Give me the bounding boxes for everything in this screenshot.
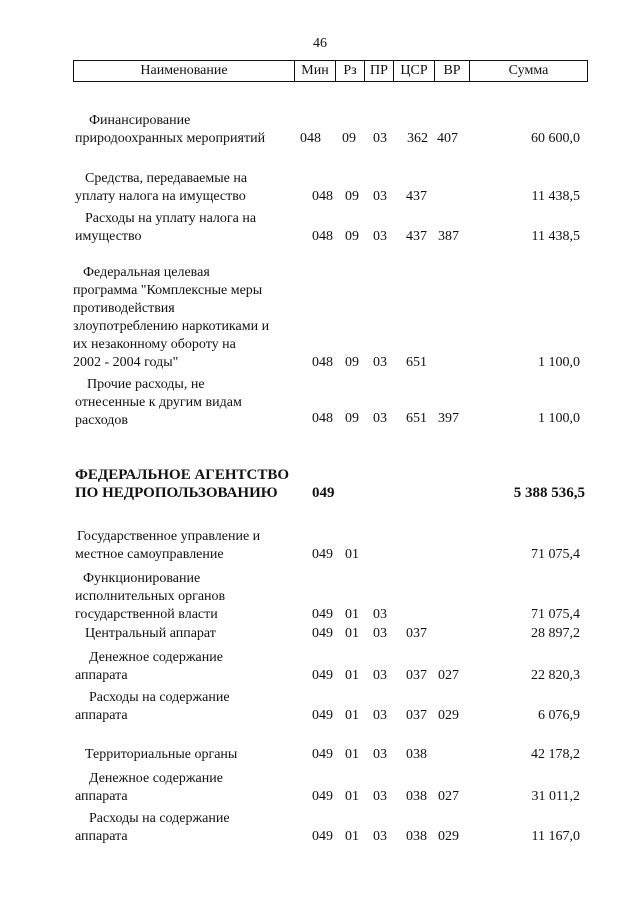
page-number: 46: [313, 36, 327, 51]
row-vr: 027: [438, 668, 459, 683]
row-rz: 09: [342, 131, 356, 146]
row-pr: 03: [373, 668, 387, 683]
row-pr: 03: [373, 829, 387, 844]
row-csr: 037: [406, 708, 427, 723]
row-min: 049: [312, 789, 333, 804]
row-name: Финансирование природоохранных мероприятий: [75, 113, 266, 146]
row-name: Денежное содержание аппарата: [75, 650, 223, 683]
row-min: 049: [312, 668, 333, 683]
row-name: Средства, передаваемые на уплату налога на имущество: [75, 171, 248, 204]
row-csr: 037: [406, 668, 427, 683]
row-rz: 09: [345, 189, 359, 204]
row-min: 048: [312, 189, 333, 204]
row-min: 049: [312, 708, 333, 723]
row-name: Государственное управление и местное самоуправление: [75, 529, 261, 562]
row-min: 048: [312, 229, 333, 244]
row-sum: 11 167,0: [531, 829, 580, 844]
row-pr: 03: [373, 747, 387, 762]
row-min: 048: [312, 355, 333, 370]
header-sum: Сумма: [469, 61, 587, 81]
row-csr: 437: [406, 229, 427, 244]
row-rz: 01: [345, 747, 359, 762]
row-pr: 03: [373, 229, 387, 244]
row-rz: 09: [345, 355, 359, 370]
row-csr: 651: [406, 411, 427, 426]
row-vr: 407: [437, 131, 458, 146]
row-name: Прочие расходы, не отнесенные к другим видам расходов: [75, 377, 242, 428]
row-name: Расходы на уплату налога на имущество: [75, 211, 257, 244]
row-rz: 01: [345, 789, 359, 804]
row-name: Денежное содержание аппарата: [75, 771, 223, 804]
header-min: Мин: [294, 61, 335, 81]
row-name: Федеральная целевая программа "Комплексные меры противодействия злоупотреблению наркотиками и их незаконному обороту на 2002 - 2004 годы": [73, 265, 270, 370]
row-rz: 09: [345, 229, 359, 244]
row-vr: 387: [438, 229, 459, 244]
header-name: Наименование: [140, 63, 228, 78]
header-pr: ПР: [364, 61, 393, 81]
row-name: Функционирование исполнительных органов государственной власти: [75, 571, 226, 622]
row-csr: 038: [406, 789, 427, 804]
header-rz: Рз: [335, 61, 364, 81]
row-csr: 362: [407, 131, 428, 146]
row-sum: 71 075,4: [531, 547, 580, 562]
row-rz: 01: [345, 829, 359, 844]
row-name: Расходы на содержание аппарата: [75, 690, 230, 723]
row-min: 049: [312, 547, 333, 562]
row-min: 048: [312, 411, 333, 426]
row-rz: 01: [345, 607, 359, 622]
row-rz: 01: [345, 708, 359, 723]
row-csr: 651: [406, 355, 427, 370]
row-sum: 1 100,0: [538, 355, 580, 370]
row-csr: 437: [406, 189, 427, 204]
row-vr: 027: [438, 789, 459, 804]
row-sum: 11 438,5: [531, 189, 580, 204]
row-rz: 01: [345, 547, 359, 562]
row-rz: 09: [345, 411, 359, 426]
row-pr: 03: [373, 189, 387, 204]
row-vr: 029: [438, 708, 459, 723]
row-sum: 31 011,2: [531, 789, 580, 804]
row-csr: 038: [406, 747, 427, 762]
row-sum: 71 075,4: [531, 607, 580, 622]
row-csr: 037: [406, 626, 427, 641]
row-sum: 5 388 536,5: [513, 485, 585, 501]
row-pr: 03: [373, 708, 387, 723]
row-sum: 6 076,9: [538, 708, 580, 723]
row-sum: 11 438,5: [531, 229, 580, 244]
header-vr: ВР: [434, 61, 469, 81]
row-name: Центральный аппарат: [85, 626, 216, 641]
row-pr: 03: [373, 411, 387, 426]
row-sum: 28 897,2: [531, 626, 580, 641]
row-rz: 01: [345, 626, 359, 641]
row-sum: 22 820,3: [531, 668, 580, 683]
row-name: Расходы на содержание аппарата: [75, 811, 230, 844]
row-sum: 60 600,0: [531, 131, 580, 146]
row-vr: 397: [438, 411, 459, 426]
row-pr: 03: [373, 607, 387, 622]
row-csr: 038: [406, 829, 427, 844]
row-rz: 01: [345, 668, 359, 683]
row-name: Территориальные органы: [85, 747, 238, 762]
row-vr: 029: [438, 829, 459, 844]
row-pr: 03: [373, 131, 387, 146]
header-csr: ЦСР: [393, 61, 434, 81]
row-min: 049: [312, 829, 333, 844]
row-pr: 03: [373, 789, 387, 804]
row-min: 048: [300, 131, 321, 146]
row-pr: 03: [373, 355, 387, 370]
row-name: ФЕДЕРАЛЬНОЕ АГЕНТСТВО ПО НЕДРОПОЛЬЗОВАНИЮ: [75, 467, 290, 501]
row-min: 049: [312, 747, 333, 762]
row-pr: 03: [373, 626, 387, 641]
row-min: 049: [312, 626, 333, 641]
row-min: 049: [312, 485, 335, 501]
row-min: 049: [312, 607, 333, 622]
row-sum: 42 178,2: [531, 747, 580, 762]
row-sum: 1 100,0: [538, 411, 580, 426]
